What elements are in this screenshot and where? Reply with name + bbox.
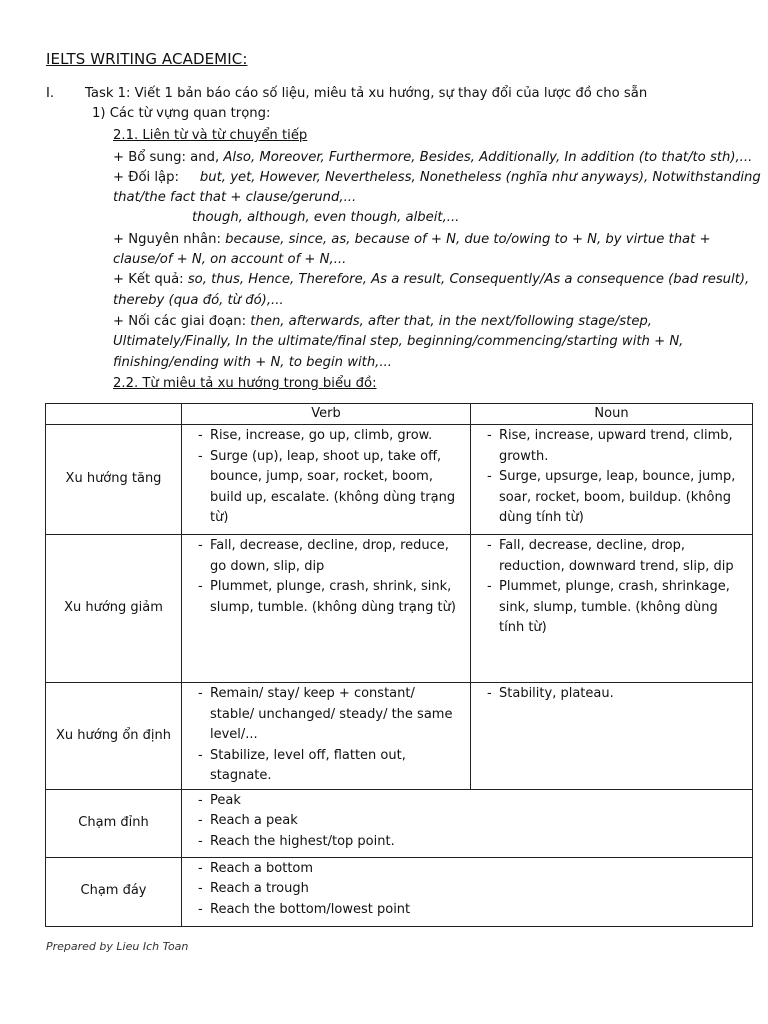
- linking-line: [113, 230, 711, 249]
- linking-label: + Kết quả:: [113, 272, 188, 287]
- linking-text: clause/of + N, on account of + N,...: [113, 252, 347, 267]
- table-header-empty: [46, 404, 182, 425]
- linking-line: [113, 148, 752, 167]
- table-row: [46, 789, 753, 857]
- table-header-verb: Verb: [182, 404, 471, 425]
- merged-cell: [182, 857, 753, 926]
- list-item: - Reach the highest/top point.: [210, 832, 744, 853]
- linking-text: though, although, even though, albeit,...: [192, 210, 460, 225]
- linking-text: thereby (qua đó, từ đó),...: [113, 293, 284, 308]
- list-item: - Surge (up), leap, shoot up, take off, bounce, jump, soar, rocket, boom, build up, escalate. (không dùng trạng từ): [210, 447, 462, 529]
- list-item: - Reach a bottom: [210, 859, 744, 880]
- list-item: - Reach a trough: [210, 879, 744, 900]
- linking-line: [113, 188, 356, 207]
- row-label: Chạm đáy: [46, 857, 182, 926]
- verb-cell: [182, 683, 471, 790]
- list-item: - Reach a peak: [210, 811, 744, 832]
- linking-text: because, since, as, because of + N, due to/owing to + N, by virtue that +: [225, 232, 711, 247]
- linking-line: [113, 270, 749, 289]
- list-item: - Stabilize, level off, flatten out, stagnate.: [210, 746, 462, 787]
- table-row: [46, 535, 753, 683]
- linking-line: [113, 168, 761, 187]
- list-item: - Fall, decrease, decline, drop, reduction, downward trend, slip, dip: [499, 536, 744, 577]
- table-header-noun: Noun: [471, 404, 753, 425]
- linking-line: [113, 291, 284, 310]
- noun-cell: [471, 683, 753, 790]
- linking-label: + Bổ sung: and,: [113, 150, 224, 165]
- row-label: Xu hướng tăng: [46, 425, 182, 535]
- linking-line: [113, 250, 346, 269]
- linking-line: [113, 312, 652, 331]
- task-label: Task 1: [85, 86, 127, 101]
- linking-text: then, afterwards, after that, in the next/following stage/step,: [250, 314, 652, 329]
- linking-line: [192, 208, 459, 227]
- linking-heading: 2.1. Liên từ và từ chuyển tiếp: [113, 128, 308, 143]
- linking-label: + Nối các giai đoạn:: [113, 314, 251, 329]
- verb-cell: [182, 535, 471, 683]
- linking-line: [113, 332, 683, 351]
- noun-cell: [471, 535, 753, 683]
- row-label: Chạm đỉnh: [46, 789, 182, 857]
- row-label: Xu hướng ổn định: [46, 683, 182, 790]
- table-row: [46, 683, 753, 790]
- list-item: - Fall, decrease, decline, drop, reduce, go down, slip, dip: [210, 536, 462, 577]
- task-desc: : Viết 1 bản báo cáo số liệu, miêu tả xu hướng, sự thay đổi của lược đồ cho sẵn: [126, 86, 648, 101]
- list-item: - Reach the bottom/lowest point: [210, 900, 744, 921]
- list-item: - Plummet, plunge, crash, shrink, sink, slump, tumble. (không dùng trạng từ): [210, 577, 462, 618]
- linking-text: so, thus, Hence, Therefore, As a result, Consequently/As a consequence (bad result),: [187, 272, 750, 287]
- section-number: I.: [46, 86, 55, 101]
- list-item: - Rise, increase, go up, climb, grow.: [210, 426, 462, 447]
- list-item: - Remain/ stay/ keep + constant/ stable/ unchanged/ steady/ the same level/...: [210, 684, 462, 746]
- table-row: [46, 425, 753, 535]
- linking-text: Also, Moreover, Furthermore, Besides, Additionally, In addition (to that/to sth),...: [223, 150, 753, 165]
- linking-label: + Đối lập:: [113, 170, 200, 185]
- list-item: - Peak: [210, 791, 744, 812]
- linking-label: + Nguyên nhân:: [113, 232, 226, 247]
- footer-credit: Prepared by Lieu Ich Toan: [46, 940, 189, 953]
- linking-text: but, yet, However, Nevertheless, Nonetheless (nghĩa như anyways), Notwithstanding: [199, 170, 761, 185]
- list-item: - Surge, upsurge, leap, bounce, jump, soar, rocket, boom, buildup. (không dùng tính từ): [499, 467, 744, 529]
- table-header-row: [46, 404, 753, 425]
- noun-cell: [471, 425, 753, 535]
- table-row: [46, 857, 753, 926]
- row-label: Xu hướng giảm: [46, 535, 182, 683]
- merged-cell: [182, 789, 753, 857]
- document-title: IELTS WRITING ACADEMIC:: [46, 50, 248, 68]
- list-item: - Stability, plateau.: [499, 684, 744, 705]
- subsection-heading: 1) Các từ vựng quan trọng:: [92, 106, 271, 121]
- linking-text: Ultimately/Finally, In the ultimate/final step, beginning/commencing/starting with + N,: [113, 334, 684, 349]
- list-item: - Rise, increase, upward trend, climb, growth.: [499, 426, 744, 467]
- verb-cell: [182, 425, 471, 535]
- task-description: [85, 86, 647, 101]
- list-item: - Plummet, plunge, crash, shrinkage, sink, slump, tumble. (không dùng tính từ): [499, 577, 744, 639]
- linking-text: finishing/ending with + N, to begin with,...: [113, 355, 392, 370]
- linking-line: [113, 353, 392, 372]
- trend-heading: 2.2. Từ miêu tả xu hướng trong biểu đồ:: [113, 376, 377, 391]
- trend-vocabulary-table: [45, 403, 753, 927]
- linking-text: that/the fact that + clause/gerund,...: [113, 190, 357, 205]
